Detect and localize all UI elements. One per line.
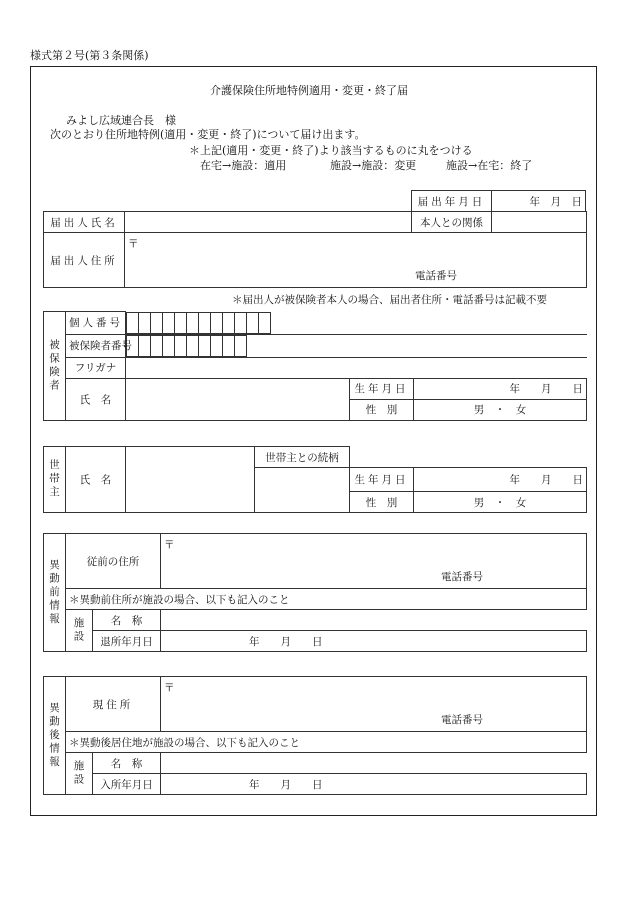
prev-address-field[interactable] (161, 534, 587, 589)
prev-postal-mark: 〒 (164, 539, 175, 551)
after-facility-label: 施設 (66, 753, 93, 795)
personal-number-cells[interactable] (126, 312, 587, 335)
insured-number-label: 被保険者番号 (66, 334, 126, 357)
prev-phone-label: 電話番号 (441, 571, 483, 583)
personal-number-label: 個人番号 (66, 312, 126, 335)
relation-to-head-value[interactable] (255, 468, 350, 513)
insured-table (43, 311, 587, 421)
after-facility-name-label: 名 称 (93, 753, 161, 774)
case-apply: 在宅→施設：適用 (200, 159, 287, 172)
current-phone-label: 電話番号 (441, 714, 483, 726)
current-address-field[interactable] (161, 677, 587, 732)
after-note: ＊異動後居住地が施設の場合、以下も記入のこと (66, 732, 587, 753)
addressee: みよし広域連合長 様 (66, 114, 176, 127)
notifier-table (43, 211, 587, 288)
prev-address-label: 従前の住所 (66, 534, 161, 589)
instruction-text: ＊上記(適用・変更・終了)より該当するものに丸をつける (189, 144, 473, 157)
relation-field[interactable] (492, 212, 587, 233)
notifier-note: ＊届出人が被保険者本人の場合、届出者住所・電話番号は記載不要 (232, 294, 547, 306)
after-table (43, 676, 587, 795)
insured-sex-label: 性 別 (350, 399, 414, 420)
postal-mark: 〒 (128, 238, 139, 250)
form-id: 様式第２号(第３条関係) (30, 49, 149, 62)
household-sex-label: 性 別 (350, 492, 414, 513)
before-facility-name-field[interactable] (161, 610, 587, 631)
household-table (43, 446, 587, 513)
notifier-name-field[interactable] (125, 212, 412, 233)
furigana-label: フリガナ (66, 357, 126, 378)
phone-label: 電話番号 (415, 270, 457, 282)
notifier-address-field[interactable] (125, 233, 587, 288)
household-section-label: 世帯主 (44, 447, 66, 513)
current-postal-mark: 〒 (164, 682, 175, 694)
insured-section-label: 被保険者 (44, 312, 66, 421)
case-end: 施設→在宅：終了 (446, 159, 533, 172)
notify-date-table (411, 190, 586, 212)
household-sex-field[interactable]: 男 ・ 女 (414, 492, 587, 513)
intro-text: 次のとおり住所地特例(適用・変更・終了)について届け出ます。 (50, 128, 366, 141)
case-change: 施設→施設：変更 (330, 159, 417, 172)
enter-date-label: 入所年月日 (93, 774, 161, 795)
furigana-field[interactable] (126, 357, 587, 378)
household-name-field[interactable] (126, 447, 255, 513)
insured-name-field[interactable] (126, 378, 350, 420)
insured-birth-label: 生年月日 (350, 378, 414, 399)
household-name-label: 氏 名 (66, 447, 126, 513)
insured-number-cells[interactable] (126, 334, 587, 357)
insured-birth-field[interactable]: 年 月 日 (414, 378, 587, 399)
relation-label: 本人との関係 (412, 212, 492, 233)
insured-name-label: 氏 名 (66, 378, 126, 420)
after-section-label: 異動後情報 (44, 677, 66, 795)
relation-to-head-label: 世帯主との続柄 (255, 447, 350, 468)
relation-to-head-field[interactable] (350, 447, 587, 468)
household-birth-label: 生年月日 (350, 468, 414, 492)
notifier-address-label: 届出人住所 (44, 233, 125, 288)
notify-date-label: 届出年月日 (412, 191, 492, 212)
before-facility-label: 施設 (66, 610, 93, 652)
form-title: 介護保険住所地特例適用・変更・終了届 (210, 84, 408, 97)
before-table (43, 533, 587, 652)
leave-date-field[interactable]: 年 月 日 (161, 631, 587, 652)
before-note: ＊異動前住所が施設の場合、以下も記入のこと (66, 589, 587, 610)
notify-date-field[interactable]: 年 月 日 (492, 191, 586, 212)
after-facility-name-field[interactable] (161, 753, 587, 774)
before-section-label: 異動前情報 (44, 534, 66, 652)
leave-date-label: 退所年月日 (93, 631, 161, 652)
before-facility-name-label: 名 称 (93, 610, 161, 631)
household-birth-field[interactable]: 年 月 日 (414, 468, 587, 492)
insured-sex-field[interactable]: 男 ・ 女 (414, 399, 587, 420)
enter-date-field[interactable]: 年 月 日 (161, 774, 587, 795)
notifier-name-label: 届出人氏名 (44, 212, 125, 233)
current-address-label: 現住所 (66, 677, 161, 732)
